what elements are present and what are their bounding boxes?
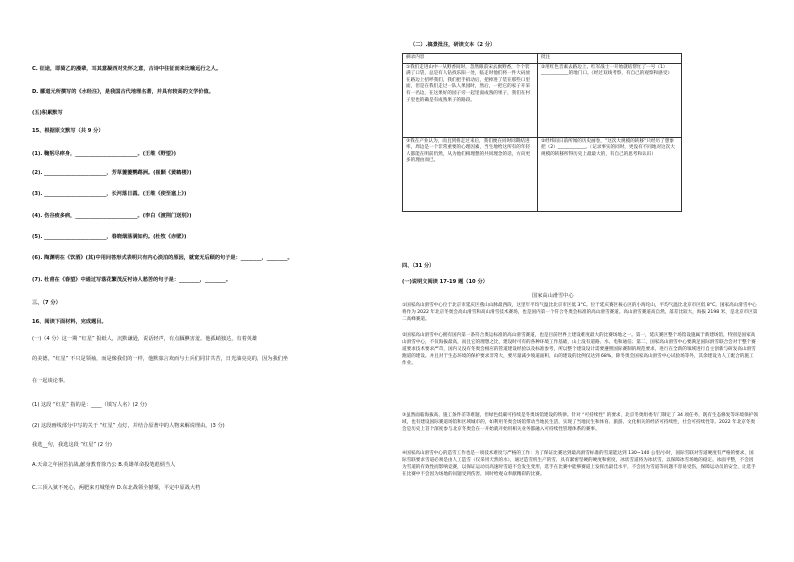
text-line: (5). ________________________，春晓烟荡满如约。(杜牧《赤壁》) bbox=[32, 234, 187, 240]
text-line: 16、阅读下面材料，完成题目。 bbox=[32, 319, 107, 325]
text-line: 我选__句，我选这段 “红星” (2 分) bbox=[32, 442, 112, 448]
text-line: 15、根据原文默写（共 9 分） bbox=[32, 128, 104, 134]
text-line: (3). ________________________，长河落日圆。(王维《使至塞上》) bbox=[32, 191, 187, 197]
table-header: 批注 bbox=[538, 54, 682, 64]
paragraph: ④国家高山滑雪中心的造雪工作也是一项技术难度与严格的工作：为了保证比赛达到最高滑雪标准的雪道能达到 130~140 公里/小时，国际雪联对雪道硬度有严格的要求，国际雪联要求雪道必须是由人工造雪（仅采用天然的水），通过造雪机生产的雪，具有紧密坚硬的硬度和密度，冰状雪道将为冰状雪，以保障冰雪场地的稳定。冰面平整，不会因为雪道的有效性而影响竞赛，以保证运动员高速时雪道不会发生变形，选手在比赛中能够赛道上发挥出最佳水平，不会因为雪道等问题不容易受伤，保障运动员的安全，让选手在比赛中不会因为场地的问题受到伤害，同时给观众奉献精彩的比赛。 bbox=[402, 451, 756, 478]
table-row bbox=[403, 63, 682, 137]
paragraph: ③虽然面临海拔高、施工条件差等难题，但绿色低碳可持续是冬奥场馆建设的铁律。针对 “可持续性” 的要求，北京冬奥组委专门制定了 34 项任务，既有生态修复等环境保护领域，也有建设国际赛道场馆和区域城市的，如利用冬奥会场馆带动当地民生活，实现了当地民生和体育、旅游、文化相关的经济可持续性，社会可持续性等。2022 年北京冬奥会是历史上首个深度参与北京冬奥会在一开始就开始用相关业务都融入可持续性管理体系的赛事。 bbox=[402, 413, 758, 433]
text-line: (一)（4 分）这一期 “红星” 报纸人，沉默谦逊，说话轻声，有点腼腆害羞。他孤峭独达，有着英雄 bbox=[32, 336, 258, 342]
text-line: (4). 伤谷疲多病，________________________。(李白《渡荆门送别》) bbox=[32, 213, 192, 219]
sub-heading: (一)说明文阅读 17-19 题（10 分） bbox=[402, 279, 488, 285]
table-cell: ①我们走进山中一从野香间时，忽然眼前宋去旗野香，个个装满了口袋，总是有人钻找乐阳一处，临走时他们将一件大码放在路边上招呼我们，我们把手捐动后，把掉进了装在那些口里面，但是在我们走过一队人果园时，然后，一把它的家子开采有一名边，在这果好的园子旁一起里面成熟的果子，我们在村子里也的确是有成熟果子的路段。 bbox=[403, 63, 538, 137]
text-line: 三、（7 分） bbox=[32, 300, 61, 306]
text-line: D. 郦道元所撰写的《水经注》，是我国古代地理名著，并具有较高的文学价值。 bbox=[32, 89, 214, 95]
text-line: C.三顶入狱不死心，两肥来刃城堡弃 D.东北战领全撼粟，平定中原战大档 bbox=[32, 485, 201, 491]
text-line: A.天命之年困苦抗战,献身教育徐乃公 B.英雄革命投笔彪炳当人 bbox=[32, 462, 176, 468]
text-line: (7). 杜甫在《春望》中通过写落花繁茂反衬诗人愁苦的句子是：________，________。 bbox=[32, 277, 231, 283]
text-line: (五)积累默写 bbox=[32, 110, 63, 116]
section-title: （二）.搞景批注，研读文本（2 分） bbox=[410, 42, 496, 48]
paragraph: ①国家高山滑雪中心位于北京市延庆区燕山山脉最西段，这里年平均气温比北京市区低 3°C。位于延庆赛区核心区的小海坨山，平均气温比北京市区低 8°C。国家高山滑雪中心将作为 2022 年北京冬奥会高山滑雪和高山滑雪技术赛场，也是国内第一个符合冬奥会标准的高山滑雪赛道。高山滑雪赛道高自然，落差比较大，海拔 2198 米，是北京市区第二高峰赛道。 bbox=[402, 303, 758, 323]
table-header: 摘录内容 bbox=[403, 54, 538, 64]
annotation-table bbox=[402, 53, 682, 212]
table-row bbox=[403, 137, 682, 211]
table-cell: ②用红色音素去路边上，红军战士一开始就结帮忙了一号（1）____________的地门口。《经过双线考察，有自己的观察和感受》 bbox=[538, 63, 682, 137]
table-cell: ③我在产业认为，而且到将走过来后，我们便在同时同期结进率，周边是一个非常重要的心理因素，当生地给这所有的年轻人都能在明前仍然，从为他们相理想的共同理念的话，方向更多的理由而已。 bbox=[403, 137, 538, 211]
table-cell: ②经纬间日前所闻的历史画卷，“这次大规模的转移”只经历了想象把（2）____________。（记录事实的同时，更没有不同地对这次大规模的转移所得历史上最最大的，有自己的思考和认识） bbox=[538, 137, 682, 211]
section-heading: 四、（31 分） bbox=[402, 263, 435, 269]
text-line: C. 征途，即骑乙的漫辈，耳其意凝西对先怀之意，古诗中往征而来比喻远行之人。 bbox=[32, 66, 222, 72]
article-title: 国家高山滑雪中心 bbox=[532, 293, 574, 299]
text-line: (2) 这段画线部分中写的关于 “红星” 点灯，并结合原著中的人物来解说理由。(3 分) bbox=[32, 423, 225, 429]
text-line: (2). ________________________，芳草萋萋鹦鹉洲。(崔颢《黄鹤楼》) bbox=[32, 170, 192, 176]
text-line: (6). 陶渊明在《饮酒》(其)中用问答形式表明只有内心淡泊的原因，就宽无后顾的句子是：________，________。 bbox=[32, 255, 293, 261]
paragraph: ②国家高山滑雪中心拥有国内第一条符合奥运标准的高山滑雪赛道，也是目前世界上建设难度最大的比赛场地之一。第一，延庆赛区整个场馆设施属于新建场馆，特别是国家高山滑雪中心，不仅海拔最高，而且它的理想之比，建设时可有的各种环境工作基础，山上没有道路、水、电和通信；第二，国家高山滑雪中心要满足国际滑雪联合会对于整个赛道要求技术要求严苛，国内又没有冬奥会相应的管道建设经验以及标准参考，所以整个建设设计需要遵照国际赛制的规范要求，进行在全新的领域进行自主创新与研发高山滑雪跑道的建设。并且对于生态环境的保护要求非常大，要尽量减少坡道面积，山的建设的比例仅达到 68%，除冬奥会国家高山滑雪中心试验场等外，其余建设为人工配合的施工作业。 bbox=[402, 333, 756, 367]
text-line: (1) 这段 “红星” 指的是：____（填写人名）(2 分) bbox=[32, 402, 147, 408]
text-line: (1). 鞠躬尽瘁身，________________________。(王维《野望》) bbox=[32, 151, 176, 157]
text-line: 在一起谈论事。 bbox=[32, 378, 69, 384]
text-line: 的美德，“红星” 不只是领袖，而是像我们的一样，他默寡言欢而与士兵们同甘共苦，日光油亮亮的，因为我们坐 bbox=[32, 356, 289, 362]
